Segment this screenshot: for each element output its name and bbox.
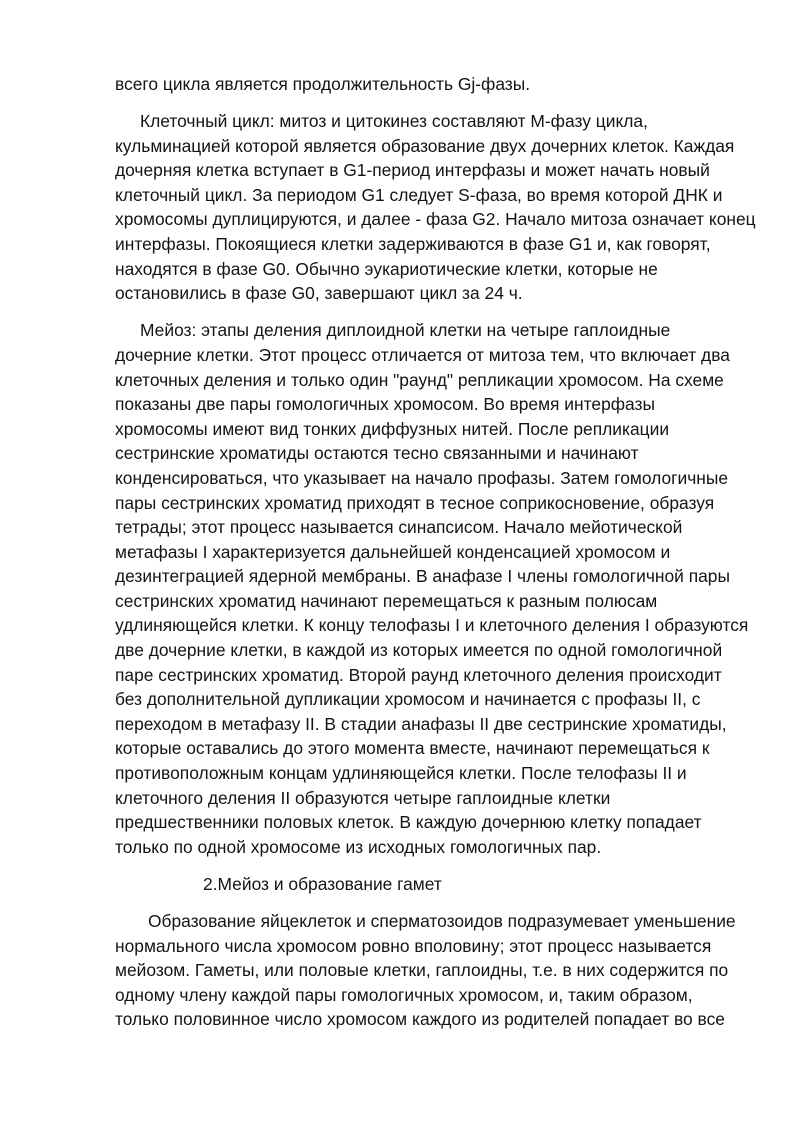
text-line: находятся в фазе G0. Обычно эукариотические клетки, которые не xyxy=(115,258,658,279)
text-line: мейозом. Гаметы, или половые клетки, гаплоидны, т.е. в них содержится по xyxy=(115,960,729,981)
text-line: интерфазы. Покоящиеся клетки задерживаются в фазе G1 и, как говорят, xyxy=(115,234,711,255)
text-line: дочерняя клетка вступает в G1-период интерфазы и может начать новый xyxy=(115,160,710,181)
text-line: клеточный цикл. За периодом G1 следует S-фаза, во время которой ДНК и xyxy=(115,184,723,205)
text-line: одному члену каждой пары гомологичных хромосом, и, таким образом, xyxy=(115,984,693,1005)
text-line: сестринских хроматид начинают перемещаться к разным полюсам xyxy=(115,590,658,611)
text-line: паре сестринских хроматид. Второй раунд клеточного деления происходит xyxy=(115,664,722,685)
text-line: конденсироваться, что указывает на начало профазы. Затем гомологичные xyxy=(115,467,729,488)
text-line: клеточного деления II образуются четыре гаплоидные клетки xyxy=(115,787,611,808)
text-line: только половинное число хромосом каждого из родителей попадает во все xyxy=(115,1009,725,1030)
text-line: противоположным концам удлиняющейся клетки. После телофазы II и xyxy=(115,763,687,784)
text-line: без дополнительной дупликации хромосом и начинается с профазы II, с xyxy=(115,689,701,710)
text-line: хромосомы имеют вид тонких диффузных нитей. После репликации xyxy=(115,418,670,439)
text-line: дезинтеграцией ядерной мембраны. В анафазе I члены гомологичной пары xyxy=(115,566,730,587)
heading-text: 2.Мейоз и образование гамет xyxy=(203,873,442,894)
text-line: сестринские хроматиды остаются тесно связанными и начинают xyxy=(115,443,639,464)
text-line: хромосомы дуплицируются, и далее - фаза G2. Начало митоза означает конец xyxy=(115,209,756,230)
text-line: две дочерние клетки, в каждой из которых имеется по одной гомологичной xyxy=(115,640,723,661)
text-line: тетрады; этот процесс называется синапсисом. Начало мейотической xyxy=(115,517,683,538)
text-line: кульминацией которой является образование двух дочерних клеток. Каждая xyxy=(115,135,735,156)
section-heading xyxy=(115,872,745,897)
text-line: метафазы I характеризуется дальнейшей конденсацией хромосом и xyxy=(115,541,671,562)
text-line: остановились в фазе G0, завершают цикл за 24 ч. xyxy=(115,283,523,304)
paragraph-meiosis xyxy=(115,318,749,859)
text-line: Образование яйцеклеток и сперматозоидов подразумевает уменьшение xyxy=(148,911,736,931)
text-line: Клеточный цикл: митоз и цитокинез составляют M-фазу цикла, xyxy=(140,111,648,132)
text-line: всего цикла является продолжительность Gj-фазы. xyxy=(115,74,531,94)
text-line: пары сестринских хроматид приходят в тесное соприкосновение, образуя xyxy=(115,492,715,513)
text-line: клеточных деления и только один "раунд" репликации хромосом. На схеме xyxy=(115,369,724,390)
text-line: предшественники половых клеток. В каждую дочернюю клетку попадает xyxy=(115,812,702,833)
text-line: только по одной хромосоме из исходных гомологичных пар. xyxy=(115,836,602,857)
text-line: показаны две пары гомологичных хромосом. Во время интерфазы xyxy=(115,394,655,415)
text-line: удлиняющейся клетки. К концу телофазы I и клеточного деления I образуются xyxy=(115,615,749,636)
document-body xyxy=(115,72,756,1032)
paragraph-cycle-end xyxy=(115,72,745,97)
paragraph-gametes xyxy=(115,909,745,1032)
text-line: которые оставались до этого момента вместе, начинают перемещаться к xyxy=(115,738,710,759)
text-line: нормального числа хромосом ровно вполовину; этот процесс называется xyxy=(115,935,712,956)
text-line: Мейоз: этапы деления диплоидной клетки на четыре гаплоидные xyxy=(140,320,671,341)
text-line: переходом в метафазу II. В стадии анафазы II две сестринские хроматиды, xyxy=(115,713,727,734)
paragraph-cell-cycle xyxy=(115,109,756,306)
text-line: дочерние клетки. Этот процесс отличается от митоза тем, что включает два xyxy=(115,344,730,365)
